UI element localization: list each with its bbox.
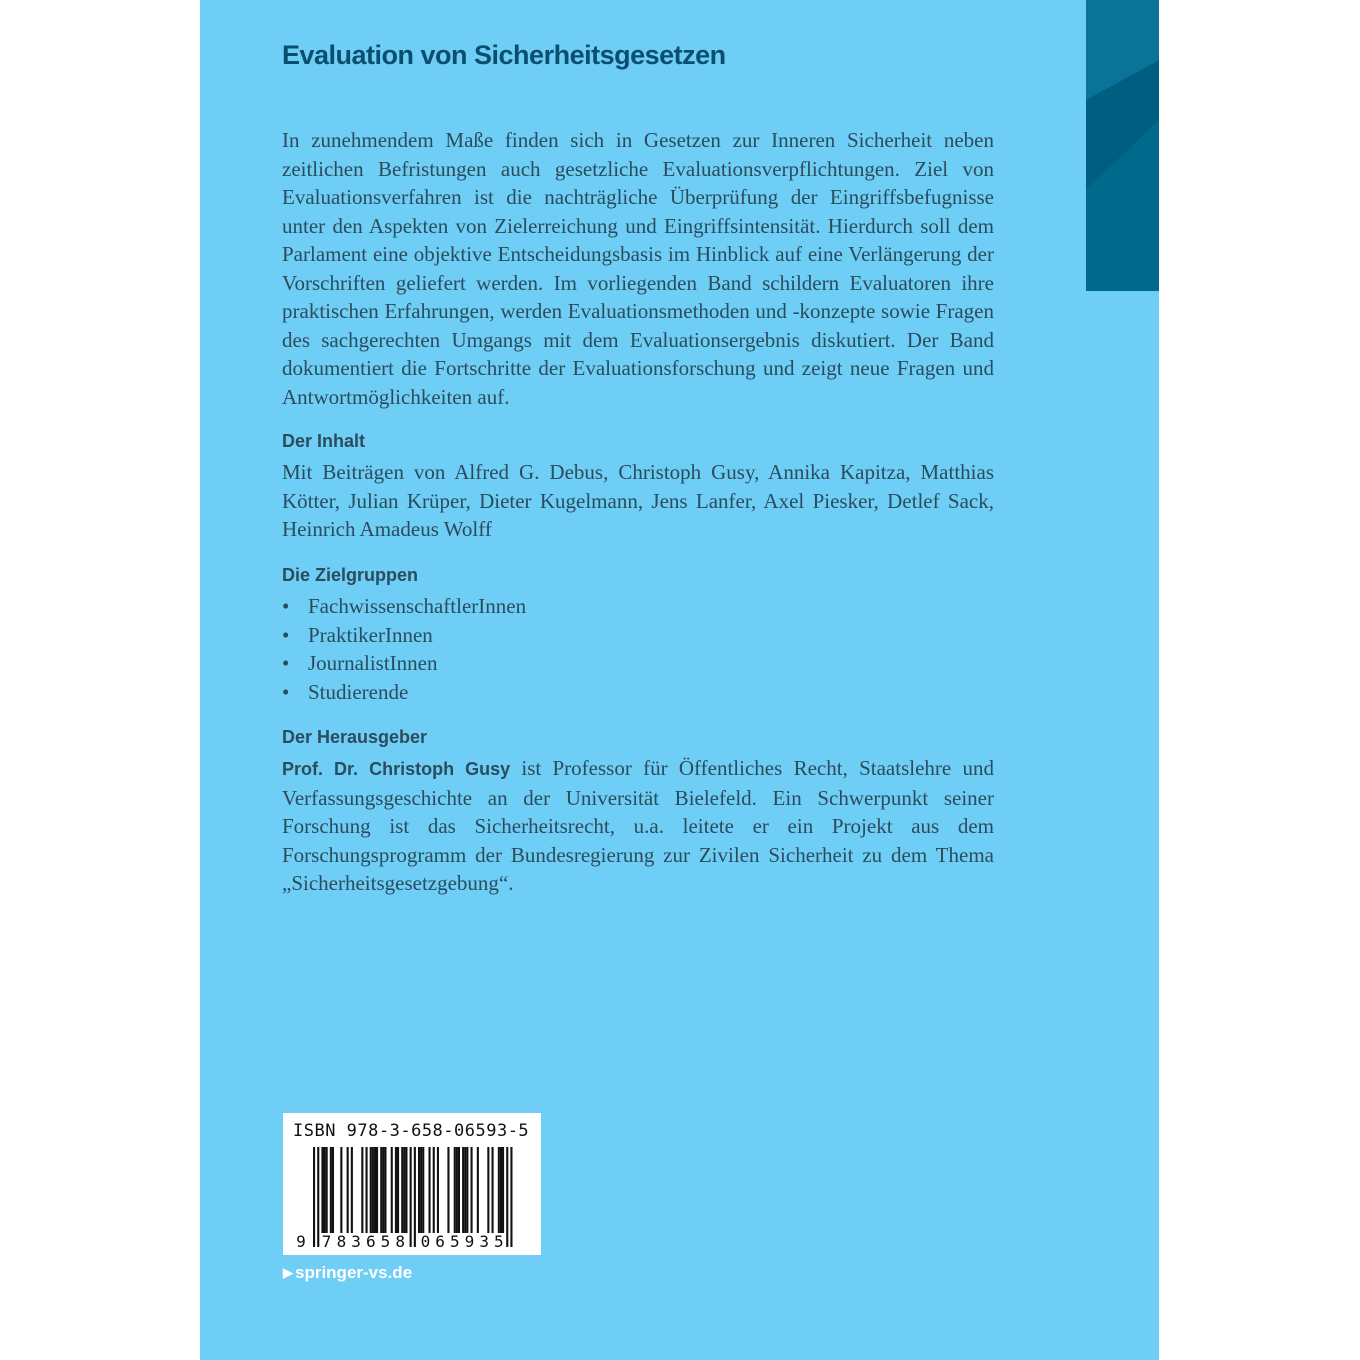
barcode-bar: [414, 1147, 416, 1247]
bullet-icon: •: [282, 679, 290, 704]
barcode-digit: 0: [420, 1232, 431, 1251]
barcode-bar: [462, 1147, 464, 1233]
target-group-label: JournalistInnen: [308, 651, 438, 675]
barcode-bar: [380, 1147, 382, 1233]
barcode-bar: [330, 1147, 332, 1233]
barcode-bar: [340, 1147, 342, 1233]
barcode-panel: [283, 1113, 541, 1255]
barcode-digit: 5: [449, 1232, 460, 1251]
list-item: [282, 592, 526, 621]
barcode-bar: [321, 1147, 323, 1233]
editor-bio: [282, 754, 994, 898]
book-description: In zunehmendem Maße finden sich in Gesetzen zur Inneren Sicherheit neben zeitlichen Befristungen auch gesetzliche Evaluationsverpflichtungen. Ziel von Evaluationsverfahren ist die nachträgliche Überprüfung der Eingriffsbefugnisse unter den Aspekten von Zielerreichung und Eingriffsintensität. Hierdurch soll dem Parlament eine objektive Entscheidungsbasis im Hinblick auf eine Verlängerung der Vorschriften geliefert werden. Im vorliegenden Band schildern Evaluatoren ihre praktischen Erfahrungen, werden Evaluationsmethoden und -konzepte sowie Fragen des sachgerechten Umgangs mit dem Evaluationsergebnis diskutiert. Der Band dokumentiert die Fortschritte der Evaluationsforschung und zeigt neue Fragen und Antwortmöglichkeiten auf.: [282, 128, 994, 409]
barcode-digit: 8: [336, 1232, 347, 1251]
barcode-bar: [433, 1147, 435, 1233]
barcode-bar: [317, 1147, 319, 1247]
barcode-bar: [372, 1147, 374, 1233]
barcode-bar: [500, 1147, 502, 1233]
bullet-icon: •: [282, 594, 290, 618]
barcode-bar: [366, 1147, 368, 1233]
barcode-bar: [410, 1147, 412, 1247]
barcode-bar: [376, 1147, 378, 1233]
barcode-icon: [283, 1113, 541, 1255]
contributors-text: Mit Beiträgen von Alfred G. Debus, Christoph Gusy, Annika Kapitza, Matthias Kötter, Julian Krüper, Dieter Kugelmann, Jens Lanfer, Axel Piesker, Detlef Sack, Heinrich Amadeus Wolff: [282, 460, 994, 541]
barcode-bar: [502, 1147, 504, 1233]
corner-accent-band: [1086, 0, 1159, 291]
barcode-bar: [370, 1147, 372, 1233]
bullet-icon: •: [282, 622, 290, 647]
barcode-bar: [347, 1147, 349, 1233]
barcode-bar: [420, 1147, 422, 1233]
barcode-bar: [374, 1147, 376, 1233]
barcode-bar: [403, 1147, 405, 1233]
barcode-digit: 8: [395, 1232, 406, 1251]
bullet-icon: •: [282, 651, 290, 675]
list-item: [282, 678, 526, 707]
barcode-bar: [510, 1147, 512, 1247]
publisher-link[interactable]: [283, 1263, 412, 1283]
barcode-bar: [401, 1147, 403, 1233]
barcode-bar: [313, 1147, 315, 1247]
barcode-digit: 5: [493, 1232, 504, 1251]
barcode-digit: 5: [380, 1232, 391, 1251]
editor-heading: Der Herausgeber: [282, 727, 428, 747]
isbn-label: ISBN 978-3-658-06593-5: [293, 1121, 530, 1141]
barcode-digit: 3: [479, 1232, 490, 1251]
barcode-bar: [487, 1147, 489, 1233]
barcode-bar: [471, 1147, 473, 1233]
barcode-bar: [395, 1147, 397, 1233]
barcode-bar: [498, 1147, 500, 1233]
barcode-bar: [464, 1147, 466, 1233]
list-item: [282, 621, 526, 650]
target-group-label: PraktikerInnen: [308, 622, 433, 647]
publisher-url: springer-vs.de: [295, 1263, 413, 1282]
barcode-bar: [397, 1147, 399, 1233]
barcode-bar: [458, 1147, 460, 1233]
editor-name: Prof. Dr. Christoph Gusy: [282, 759, 511, 779]
barcode-bar: [422, 1147, 424, 1233]
contents-heading: Der Inhalt: [282, 431, 366, 451]
barcode-bar: [456, 1147, 458, 1233]
barcode-bar: [447, 1147, 449, 1233]
barcode-bar: [384, 1147, 386, 1233]
barcode-bar: [361, 1147, 363, 1233]
book-title: Evaluation von Sicherheitsgesetzen: [282, 40, 726, 70]
barcode-bar: [326, 1147, 328, 1233]
barcode-bar: [454, 1147, 456, 1233]
barcode-bar: [382, 1147, 384, 1233]
target-groups-list: [282, 592, 526, 706]
barcode-bar: [391, 1147, 393, 1233]
arrow-right-icon: ▶: [283, 1265, 293, 1280]
barcode-bar: [418, 1147, 420, 1233]
barcode-bar: [324, 1147, 326, 1233]
list-item: [282, 649, 526, 678]
editor-bio-text: ist Professor für Öffentliches Recht, Staatslehre und Verfassungsgeschichte an der Universität Bielefeld. Ein Schwerpunkt seiner Forschung ist das Sicherheitsrecht, u.a. leitete er ein Projekt aus dem Forschungsprogramm der Bundesregierung zur Zivilen Sicherheit zu dem Thema „Sicherheitsgesetzgebung“.: [282, 756, 994, 895]
target-group-label: FachwissenschaftlerInnen: [308, 594, 527, 618]
target-groups-heading: Die Zielgruppen: [282, 565, 419, 585]
barcode-bar: [351, 1147, 353, 1233]
barcode-digit: 9: [464, 1232, 475, 1251]
barcode-bar: [332, 1147, 334, 1233]
book-back-cover: [200, 0, 1159, 1360]
corner-accent-shading: [1086, 0, 1159, 291]
barcode-bar: [492, 1147, 494, 1233]
barcode-bar: [429, 1147, 431, 1233]
barcode-bar: [477, 1147, 479, 1233]
barcode-bar: [466, 1147, 468, 1233]
barcode-bar: [437, 1147, 439, 1233]
barcode-digit: 9: [296, 1232, 306, 1251]
barcode-bar: [405, 1147, 407, 1233]
barcode-digit: 3: [351, 1232, 361, 1251]
barcode-bar: [506, 1147, 508, 1247]
barcode-digit: 7: [321, 1232, 332, 1251]
target-group-label: Studierende: [308, 679, 409, 704]
barcode-digit: 6: [365, 1232, 376, 1251]
barcode-digit: 6: [435, 1232, 445, 1251]
